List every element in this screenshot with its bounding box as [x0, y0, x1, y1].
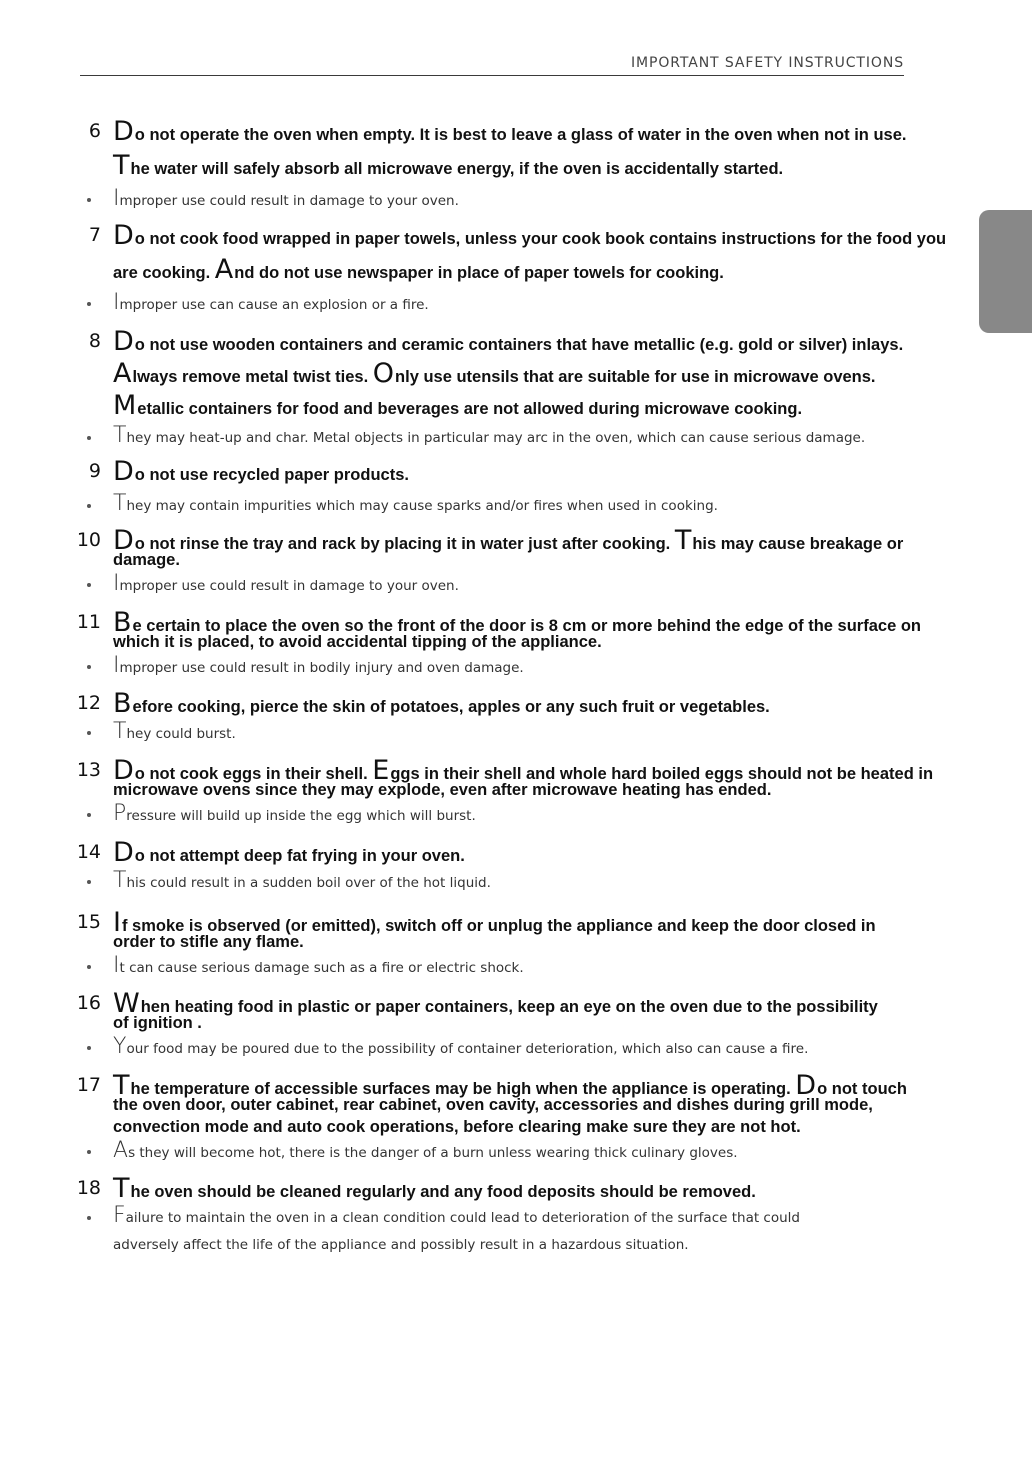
note-text: mproper use can cause an explosion or a fire. [119, 297, 429, 313]
instruction-item [0, 909, 1032, 983]
instruction-item [0, 839, 1032, 897]
note-text: mproper use could result in damage to your oven. [119, 578, 459, 594]
note-text: mproper use could result in damage to your oven. [119, 193, 459, 209]
note-initial: T [113, 719, 127, 744]
bullet-icon [87, 436, 91, 440]
instruction-number: 18 [76, 1177, 101, 1199]
instruction-note [113, 869, 1013, 897]
drop-cap: M [113, 390, 137, 421]
instruction-text [113, 458, 1013, 492]
note-initial: T [113, 868, 127, 893]
note-text: mproper use could result in bodily injury and oven damage. [119, 660, 524, 676]
instruction-text-run: o not touch [817, 1080, 907, 1098]
note-initial: P [113, 801, 127, 826]
drop-cap: T [113, 1070, 130, 1101]
bullet-icon [87, 1046, 91, 1050]
page-header [80, 54, 904, 76]
bullet-icon [87, 302, 91, 306]
note-initial: I [113, 186, 120, 211]
instruction-item [0, 690, 1032, 748]
note-initial: I [113, 571, 120, 596]
bullet-icon [87, 1150, 91, 1154]
drop-cap: A [214, 254, 234, 285]
instruction-text-run: o not use wooden containers and ceramic containers that have metallic (e.g. gold or silver) inlays. [134, 336, 904, 354]
drop-cap: D [113, 525, 134, 556]
instruction-note [113, 1138, 1013, 1168]
instruction-text-run: order to stifle any flame. [113, 933, 304, 951]
instruction-text-run: o not operate the oven when empty. It is best to leave a glass of water in the oven when not in use. [134, 126, 907, 144]
instruction-text [113, 607, 1013, 638]
instruction-text-run: etallic containers for food and beverages are not allowed during microwave cooking. [137, 400, 803, 418]
instruction-number: 7 [88, 224, 101, 246]
instruction-number: 6 [88, 120, 101, 142]
instruction-text [113, 360, 1013, 392]
note-initial: I [113, 290, 120, 315]
instruction-text-run: ggs in their shell and whole hard boiled eggs should not be heated in [390, 765, 934, 783]
instruction-text-run: o not rinse the tray and rack by placing it in water just after cooking. [134, 535, 675, 553]
bullet-icon [87, 665, 91, 669]
drop-cap: T [113, 1173, 130, 1204]
instruction-text [113, 839, 1013, 869]
instruction-item [0, 118, 1032, 216]
bullet-icon [87, 813, 91, 817]
drop-cap: B [113, 688, 132, 719]
instruction-text-run: which it is placed, to avoid accidental tipping of the appliance. [113, 633, 602, 651]
note-initial: T [113, 491, 127, 516]
instruction-number: 17 [76, 1074, 101, 1096]
instruction-note [113, 653, 1013, 683]
note-text: t can cause serious damage such as a fire or electric shock. [119, 960, 524, 976]
instruction-item [0, 222, 1032, 320]
note-text: his could result in a sudden boil over of the hot liquid. [126, 875, 491, 891]
drop-cap: D [113, 755, 134, 786]
bullet-icon [87, 1216, 91, 1220]
drop-cap: D [113, 116, 134, 147]
note-text: our food may be poured due to the possibility of container deterioration, which also can cause a fire. [126, 1041, 809, 1057]
bullet-icon [87, 965, 91, 969]
instruction-text-run: his may cause breakage or [692, 535, 904, 553]
instruction-text-run: f smoke is observed (or emitted), switch off or unplug the appliance and keep the door closed in [121, 917, 876, 935]
instruction-note [113, 720, 1013, 748]
instruction-number: 8 [88, 330, 101, 352]
instruction-item [0, 609, 1032, 683]
instruction-item [0, 527, 1032, 601]
instruction-note [113, 1205, 1013, 1232]
drop-cap: I [113, 907, 121, 938]
instruction-text [113, 152, 1013, 186]
instruction-text-run: efore cooking, pierce the skin of potatoes, apples or any such fruit or vegetables. [132, 698, 770, 716]
drop-cap: B [113, 607, 132, 638]
instruction-text-run: he temperature of accessible surfaces may be high when the appliance is operating. [130, 1080, 796, 1098]
instruction-number: 16 [76, 992, 101, 1014]
instruction-text-run: damage. [113, 551, 180, 569]
note-text: ailure to maintain the oven in a clean condition could lead to deterioration of the surface that could [125, 1210, 800, 1226]
instruction-text-run: nd do not use newspaper in place of paper towels for cooking. [234, 264, 724, 282]
drop-cap: W [113, 988, 140, 1019]
instruction-note [113, 424, 1013, 453]
drop-cap: O [372, 358, 395, 389]
instruction-text [113, 118, 1013, 152]
header-title: IMPORTANT SAFETY INSTRUCTIONS [630, 55, 904, 71]
instruction-text-run: o not attempt deep fat frying in your oven. [134, 847, 465, 865]
note-text: hey may heat-up and char. Metal objects in particular may arc in the oven, which can cause serious damage. [126, 430, 866, 446]
drop-cap: T [113, 150, 130, 181]
instruction-number: 9 [88, 460, 101, 482]
instruction-text-run: are cooking. [113, 264, 215, 282]
instruction-note [113, 801, 1013, 831]
instruction-number: 12 [76, 692, 101, 714]
instruction-item [0, 990, 1032, 1064]
instruction-text-run: of ignition . [113, 1014, 202, 1032]
instruction-text [113, 392, 1013, 424]
instruction-item [0, 328, 1032, 453]
drop-cap: D [113, 456, 134, 487]
note-initial: I [113, 653, 120, 678]
instruction-text [113, 525, 1013, 556]
instruction-note [113, 186, 1013, 216]
instruction-text-run: o not cook eggs in their shell. [134, 765, 373, 783]
note-initial: T [113, 423, 127, 448]
instruction-text-run: convection mode and auto cook operations, before clearing make sure they are not hot. [113, 1118, 801, 1136]
instruction-item [0, 757, 1032, 831]
drop-cap: A [113, 358, 132, 389]
note-text: hey may contain impurities which may cause sparks and/or fires when used in cooking. [126, 498, 718, 514]
instruction-text-run: e certain to place the oven so the front of the door is 8 cm or more behind the edge of the surface on [132, 617, 921, 635]
instruction-text [113, 690, 1013, 720]
instruction-text-run: he oven should be cleaned regularly and any food deposits should be removed. [130, 1183, 756, 1201]
instruction-number: 14 [76, 841, 101, 863]
note-initial: Y [113, 1034, 127, 1059]
instruction-text-run: lways remove metal twist ties. [132, 368, 373, 386]
drop-cap: D [113, 837, 134, 868]
instruction-note [113, 571, 1013, 601]
instruction-text-run: hen heating food in plastic or paper containers, keep an eye on the oven due to the possibility [140, 998, 878, 1016]
instruction-text [113, 222, 1013, 256]
instruction-text [113, 907, 1013, 938]
bullet-icon [87, 198, 91, 202]
instruction-number: 11 [76, 611, 101, 633]
instruction-text-run: microwave ovens since they may explode, even after microwave heating has ended. [113, 781, 772, 799]
instruction-text-run: he water will safely absorb all microwave energy, if the oven is accidentally started. [130, 160, 784, 178]
instruction-note [113, 1034, 1013, 1064]
instruction-text-run: o not cook food wrapped in paper towels, unless your cook book contains instructions for the food you [134, 230, 947, 248]
note-text: s they will become hot, there is the danger of a burn unless wearing thick culinary gloves. [128, 1145, 738, 1161]
instruction-note [113, 1232, 1013, 1259]
instruction-note [113, 290, 1013, 320]
drop-cap: T [674, 525, 692, 556]
drop-cap: D [113, 326, 134, 357]
note-initial: I [113, 953, 120, 978]
note-initial: F [113, 1203, 126, 1228]
instruction-text [113, 1175, 1013, 1205]
instruction-note [113, 492, 1013, 521]
safety-instruction-list [0, 118, 1032, 1259]
instruction-text [113, 988, 1013, 1019]
bullet-icon [87, 731, 91, 735]
instruction-number: 15 [76, 911, 101, 933]
instruction-text [113, 1070, 1013, 1101]
instruction-number: 10 [76, 529, 101, 551]
instruction-text-run: the oven door, outer cabinet, rear cabinet, oven cavity, accessories and dishes during grill mode, [113, 1096, 873, 1114]
instruction-text-run: o not use recycled paper products. [134, 466, 409, 484]
drop-cap: D [113, 220, 134, 251]
instruction-note [113, 953, 1013, 983]
drop-cap: D [795, 1070, 817, 1101]
drop-cap: E [372, 755, 390, 786]
instruction-text-run: nly use utensils that are suitable for use in microwave ovens. [395, 368, 876, 386]
note-text: adversely affect the life of the appliance and possibly result in a hazardous situation. [113, 1237, 689, 1253]
bullet-icon [87, 583, 91, 587]
instruction-item [0, 1072, 1032, 1168]
note-text: hey could burst. [126, 726, 236, 742]
bullet-icon [87, 880, 91, 884]
instruction-number: 13 [76, 759, 101, 781]
instruction-text [113, 328, 1013, 360]
note-text: ressure will build up inside the egg which will burst. [126, 808, 476, 824]
instruction-text [113, 1116, 1013, 1138]
note-initial: A [113, 1138, 129, 1163]
bullet-icon [87, 504, 91, 508]
instruction-item [0, 458, 1032, 521]
instruction-item [0, 1175, 1032, 1259]
instruction-text [113, 755, 1013, 786]
instruction-text [113, 256, 1013, 290]
